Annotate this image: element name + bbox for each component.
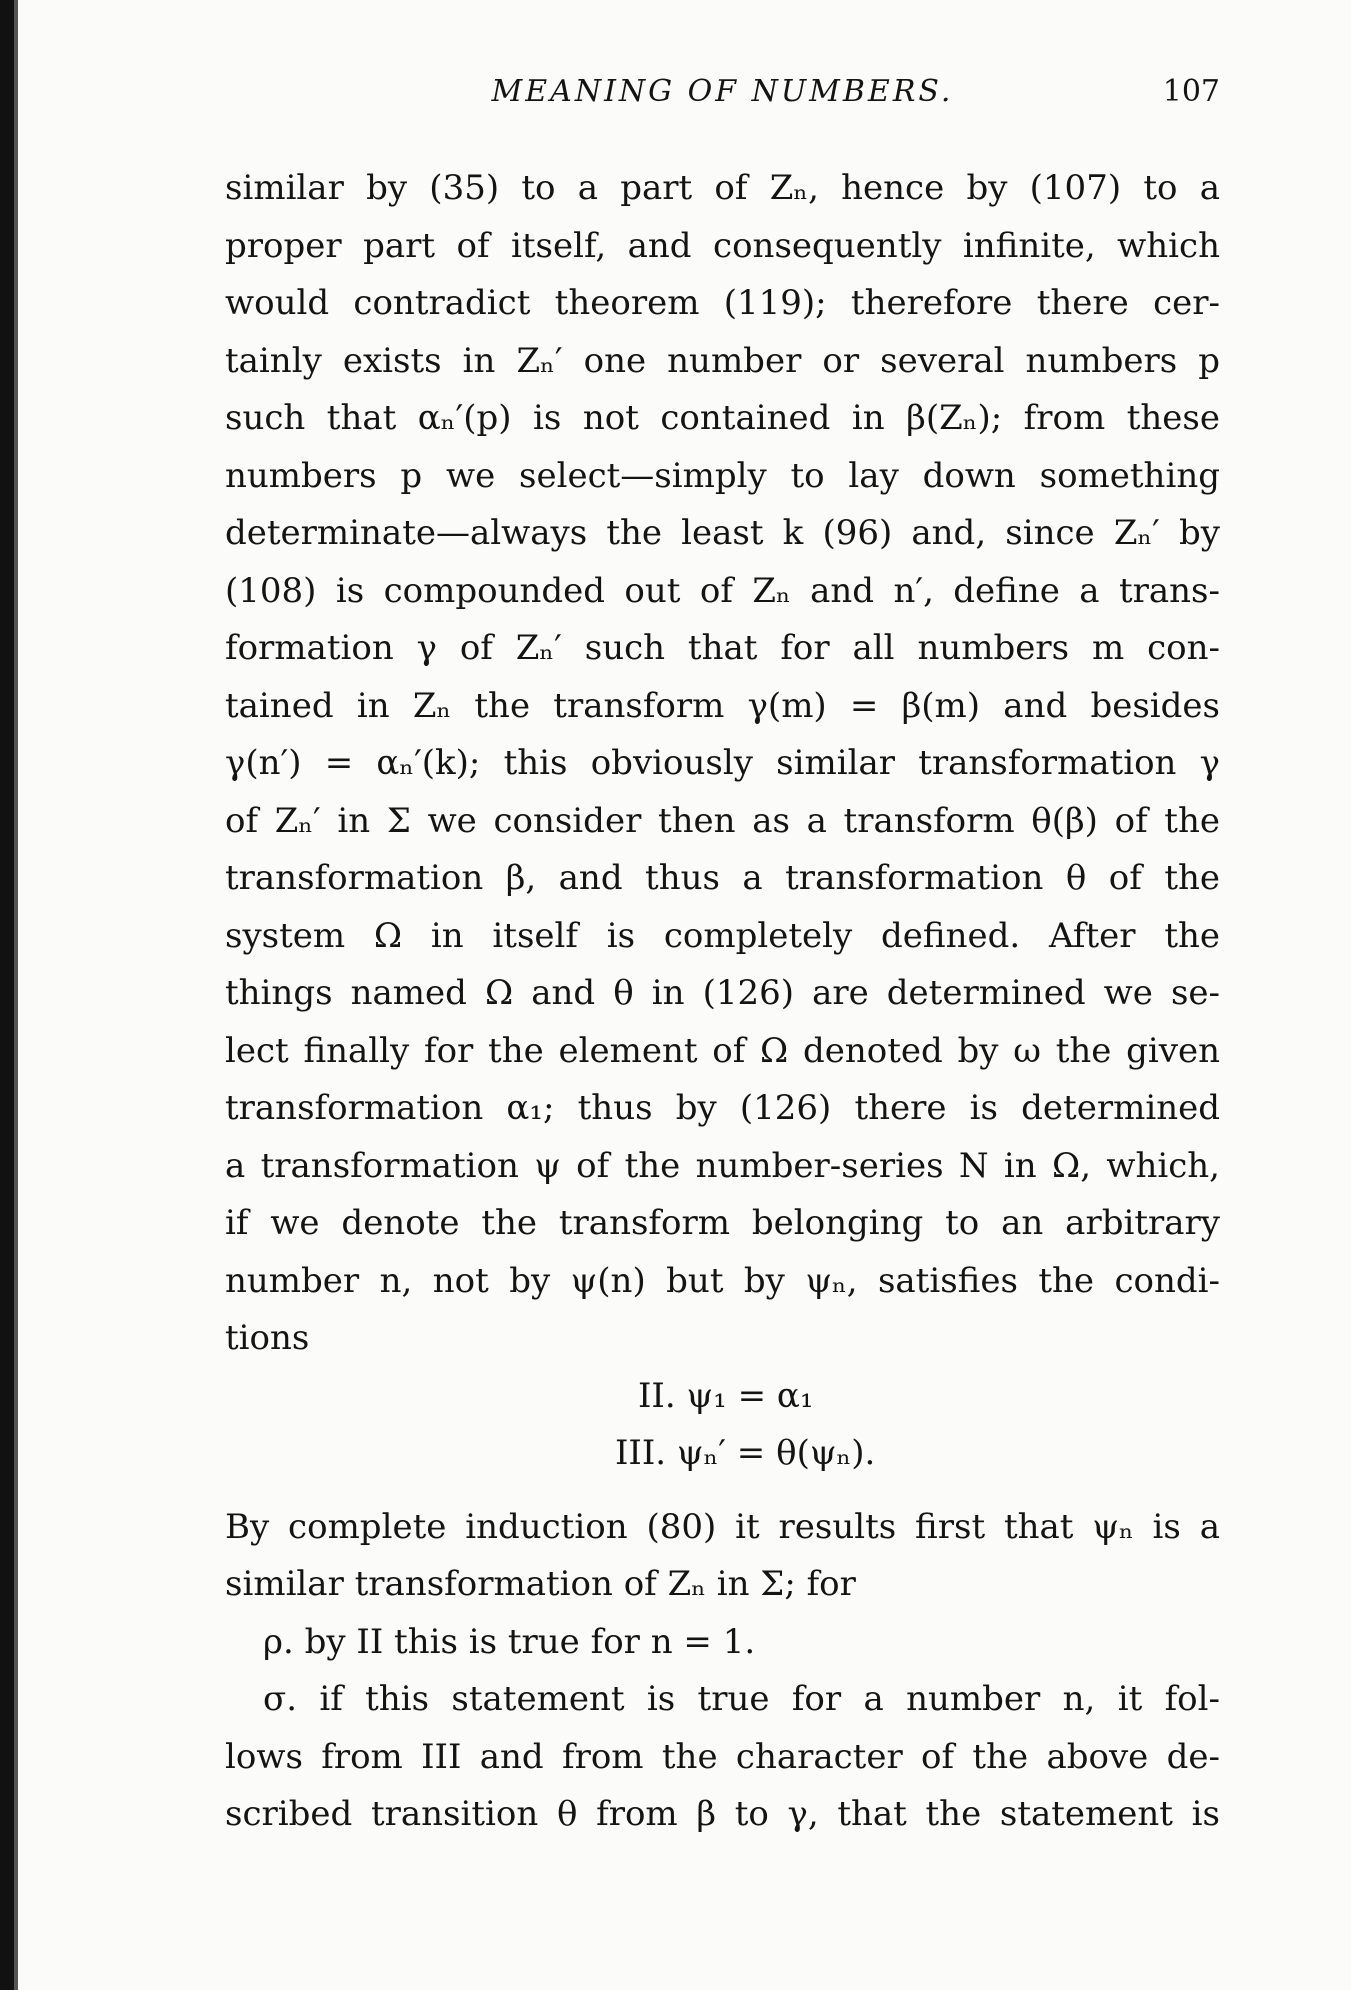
formula-iii: III. ψₙ′ = θ(ψₙ). [615,1433,876,1473]
text-line: tained in Zₙ the transform γ(m) = β(m) and besides [225,685,1220,726]
item-rho: ρ. by II this is true for n = 1. [263,1621,756,1662]
text-line: tainly exists in Zₙ′ one number or several numbers p [225,340,1220,381]
text-line: (108) is compounded out of Zₙ and n′, define a trans- [225,570,1220,611]
text-line: numbers p we select—simply to lay down something [225,455,1220,496]
page-number: 107 [1162,74,1220,109]
page-binding-edge [0,0,14,1990]
text-line: a transformation ψ of the number-series N in Ω, which, [225,1145,1220,1186]
text-line: lect finally for the element of Ω denoted by ω the given [225,1030,1220,1071]
running-title: MEANING OF NUMBERS. [491,74,954,109]
text-line: γ(n′) = αₙ′(k); this obviously similar transformation γ [225,743,1220,783]
text-line: of Zₙ′ in Σ we consider then as a transform θ(β) of the [225,800,1220,841]
item-sigma-line: σ. if this statement is true for a number n, it fol- [263,1679,1220,1719]
text-line: formation γ of Zₙ′ such that for all numbers m con- [225,628,1220,668]
page-binding-shadow [14,0,18,1990]
text-line: similar by (35) to a part of Zₙ, hence by (107) to a [225,168,1220,208]
text-line: number n, not by ψ(n) but by ψₙ, satisfies the condi- [225,1260,1220,1301]
text-line: would contradict theorem (119); therefore there cer- [225,283,1220,323]
page-header [225,74,1220,118]
text-line: determinate—always the least k (96) and, since Zₙ′ by [225,513,1220,553]
text-line: By complete induction (80) it results first that ψₙ is a [225,1506,1220,1547]
text-line: transformation α₁; thus by (126) there is determined [225,1088,1220,1128]
text-line: such that αₙ′(p) is not contained in β(Zₙ); from these [225,398,1220,438]
item-sigma-line: scribed transition θ from β to γ, that the statement is [225,1794,1220,1834]
text-line: proper part of itself, and consequently infinite, which [225,225,1220,266]
body-text [225,160,1220,1844]
text-line: if we denote the transform belonging to an arbitrary [225,1203,1220,1243]
text-line: similar transformation of Zₙ in Σ; for [225,1564,856,1604]
text-line: tions [225,1318,310,1358]
item-sigma-line: lows from III and from the character of the above de- [225,1736,1220,1777]
text-line: system Ω in itself is completely defined. After the [225,915,1220,956]
formula-ii: II. ψ₁ = α₁ [638,1375,814,1416]
spacer [225,1483,1220,1499]
text-line: things named Ω and θ in (126) are determined we se- [225,973,1220,1013]
text-line: transformation β, and thus a transformation θ of the [225,858,1220,898]
